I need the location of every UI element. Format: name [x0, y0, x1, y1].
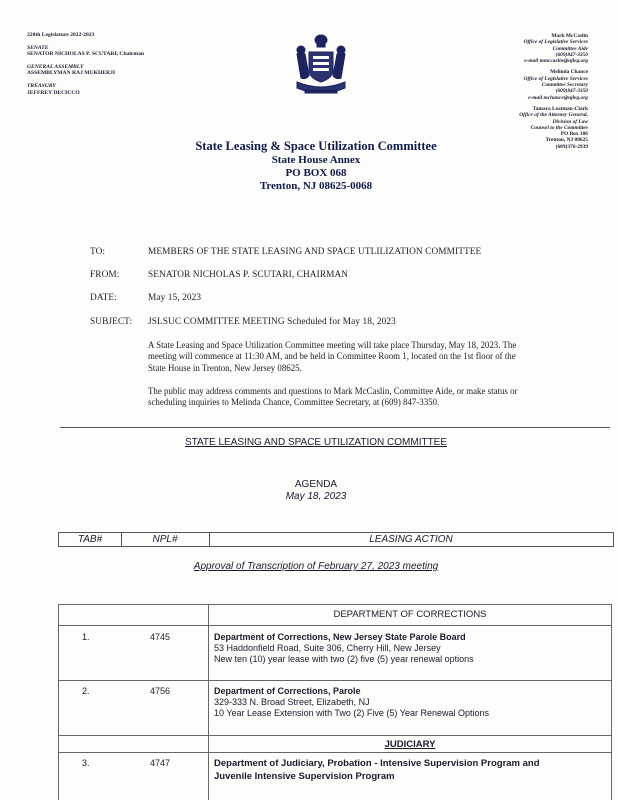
contact-secretary-email: e-mail mchance@njleg.org [528, 94, 588, 101]
dept-corrections: DEPARTMENT OF CORRECTIONS [333, 609, 487, 620]
legislature-info [27, 32, 144, 96]
row-2-address: 329-333 N. Broad Street, Elizabeth, NJ [214, 697, 370, 707]
address-line-3: Trenton, NJ 08625-0068 [259, 180, 373, 192]
row-1-tab: 1. [82, 632, 90, 642]
from-label: FROM: [90, 270, 120, 280]
address-line-2: PO BOX 068 [285, 167, 347, 179]
col-line [611, 604, 612, 800]
contact-aide-name: Mark McCaslin [551, 33, 588, 39]
contact-counsel-city: Trenton, NJ 08625 [545, 137, 588, 144]
subject-label: SUBJECT: [90, 317, 133, 327]
meeting-paragraph: A State Leasing and Space Utilization Committee meeting will take place Thursday, May 18, 2023. The meeting will commence at 11:30 AM, and be held in Committee Room 1, located on the 1st floor of the State House in Trenton, New Jersey 08625. [148, 340, 517, 373]
to-value: MEMBERS OF THE STATE LEASING AND SPACE UTLILIZATION COMMITTEE [148, 247, 482, 257]
assembly-label: GENERAL ASSEMBLY [27, 63, 84, 70]
row-3-npl: 4747 [150, 758, 171, 768]
row-3-name-cont: Juvenile Intensive Supervision Program [214, 771, 395, 782]
contact-aide-email: e-mail mmccaslin@njleg.org [524, 58, 588, 65]
contact-aide-phone: (609)847-3350 [555, 51, 588, 58]
dept-judiciary: JUDICIARY [384, 739, 436, 750]
contact-counsel-name: Tamara Leatman-Clark [532, 105, 588, 112]
treasury-member: JEFFREY DECICCO [27, 89, 80, 96]
subject-value: JSLSUC COMMITTEE MEETING Scheduled for May 18, 2023 [148, 317, 396, 327]
contact-secretary-office: Office of Legislative Services [523, 75, 588, 82]
committee-title: State Leasing & Space Utilization Committee [195, 139, 437, 153]
contact-counsel-division: Division of Law [552, 118, 588, 125]
row-2-tab: 2. [82, 686, 90, 696]
contact-counsel-title: Counsel to the Committee [530, 124, 588, 131]
contact-secretary-phone: (609)847-3350 [555, 88, 588, 95]
row-line [58, 680, 612, 681]
contact-aide-title: Committee Aide [552, 45, 588, 52]
row-line [58, 752, 612, 753]
row-1-description: New ten (10) year lease with two (2) five (5) year renewal options [214, 654, 474, 664]
senate-chair: SENATOR NICHOLAS P. SCUTARI, Chairman [27, 51, 144, 58]
committee-title-block [0, 139, 618, 193]
agenda-column-header [58, 532, 614, 547]
row-1-npl: 4745 [150, 632, 171, 642]
from-value: SENATOR NICHOLAS P. SCUTARI, CHAIRMAN [148, 270, 349, 280]
row-1-address: 53 Haddonfield Road, Suite 306, Cherry Hill, New Jersey [214, 643, 441, 653]
row-line [58, 604, 612, 605]
session-line: 220th Legislature 2022-2023 [27, 32, 95, 38]
col-line [58, 604, 59, 800]
row-2-npl: 4756 [150, 686, 171, 696]
address-line-1: State House Annex [271, 154, 361, 166]
row-3-name: Department of Judiciary, Probation - Intensive Supervision Program and [214, 758, 540, 769]
contact-counsel-box: PO Box 106 [560, 131, 588, 138]
agenda-committee-heading: STATE LEASING AND SPACE UTILIZATION COMMITTEE [184, 437, 448, 448]
agenda-label: AGENDA [294, 479, 338, 490]
agenda-heading [0, 479, 618, 503]
treasury-label: TREASURY [27, 82, 56, 89]
divider [60, 427, 610, 428]
agenda-table [58, 604, 612, 800]
row-3-tab: 3. [82, 758, 90, 768]
col-action: LEASING ACTION [369, 534, 453, 545]
col-tab: TAB# [77, 534, 103, 545]
date-label: DATE: [90, 293, 117, 303]
approval-item: Approval of Transcription of February 27, 2023 meeting [193, 561, 439, 572]
to-label: TO: [90, 247, 106, 257]
agenda-date: May 18, 2023 [285, 491, 347, 502]
row-2-description: 10 Year Lease Extension with Two (2) Five (5) Year Renewal Options [214, 708, 489, 718]
contact-paragraph: The public may address comments and questions to Mark McCaslin, Committee Aide, or make status or scheduling inquiries to Melinda Chance, Committee Secretary, at (609) 847-3350. [148, 386, 518, 408]
contact-counsel-office: Office of the Attorney General, [519, 112, 588, 119]
row-line [58, 735, 612, 736]
state-seal-icon [291, 32, 351, 96]
row-1-name: Department of Corrections, New Jersey State Parole Board [214, 632, 466, 642]
contact-secretary-name: Melinda Chance [550, 69, 588, 76]
contact-secretary-title: Committee Secretary [541, 82, 588, 89]
contact-aide-office: Office of Legislative Services [523, 39, 588, 46]
senate-label: SENATE [27, 44, 49, 51]
contact-counsel-phone: (609)376-2939 [555, 143, 588, 150]
row-line [58, 625, 612, 626]
contacts-info [519, 33, 588, 150]
col-npl: NPL# [152, 534, 178, 545]
row-2-name: Department of Corrections, Parole [214, 686, 361, 696]
assembly-member: ASSEMBLYMAN RAJ MUKHERJI [27, 70, 116, 77]
date-value: May 15, 2023 [148, 293, 202, 303]
